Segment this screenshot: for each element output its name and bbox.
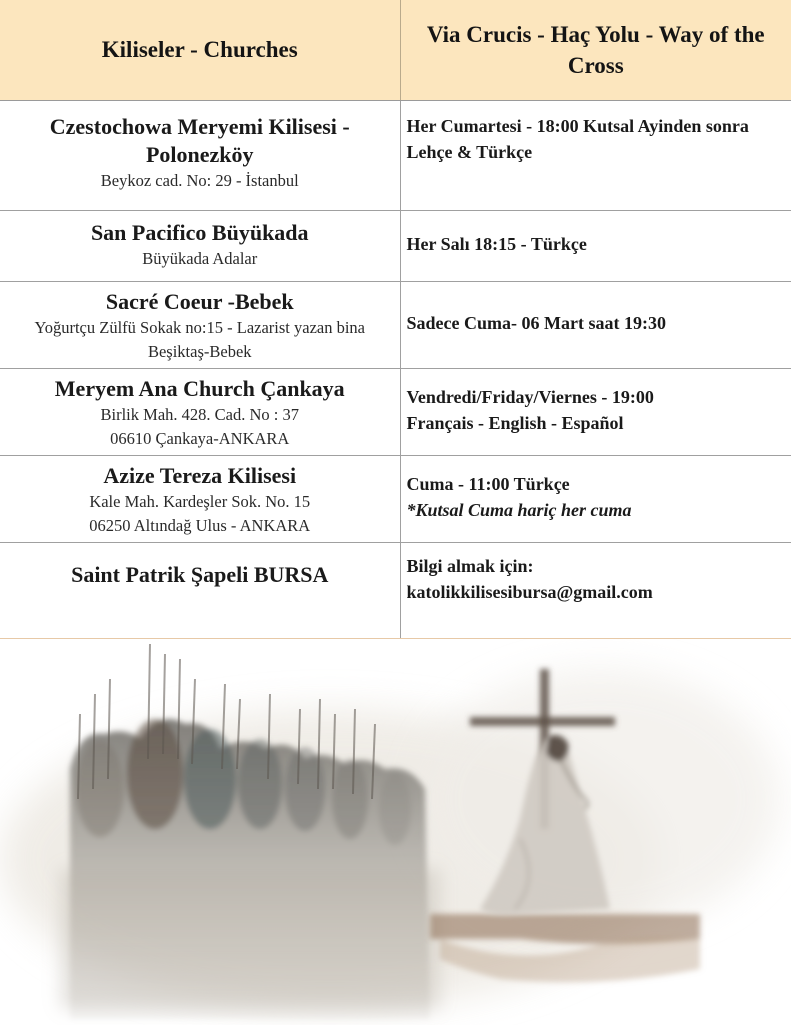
church-cell xyxy=(0,281,400,368)
church-name: Czestochowa Meryemi Kilisesi - Polonezköy xyxy=(49,113,350,167)
church-name: Saint Patrik Şapeli BURSA xyxy=(71,561,329,587)
schedule-text: Her Cumartesi - 18:00 Kutsal Ayinden sonra Lehçe & Türkçe xyxy=(406,115,749,162)
table-row xyxy=(0,100,791,210)
schedule-text: Her Salı 18:15 - Türkçe xyxy=(406,233,587,254)
table-row xyxy=(0,281,791,368)
schedule-cell xyxy=(400,542,791,639)
church-name: San Pacifico Büyükada xyxy=(90,219,309,245)
schedule-cell xyxy=(400,281,791,368)
header-way-of-the-cross: Via Crucis - Haç Yolu - Way of the Cross xyxy=(400,0,791,100)
table-row xyxy=(0,542,791,639)
church-address: Beşiktaş-Bebek xyxy=(147,341,252,361)
church-name: Sacré Coeur -Bebek xyxy=(105,288,294,314)
schedule-cell xyxy=(400,100,791,210)
schedule-text: Sadece Cuma- 06 Mart saat 19:30 xyxy=(406,312,666,333)
schedule-text: Vendredi/Friday/Viernes - 19:00 xyxy=(406,386,654,407)
contact-email: katolikkilisesibursa@gmail.com xyxy=(406,581,653,602)
church-cell xyxy=(0,455,400,542)
way-of-the-cross-illustration xyxy=(0,638,791,1025)
church-address: Büyükada Adalar xyxy=(142,248,258,268)
church-address: Birlik Mah. 428. Cad. No : 37 xyxy=(100,404,299,424)
schedule-cell xyxy=(400,210,791,281)
schedule-text: Français - English - Español xyxy=(406,412,624,433)
church-address: 06610 Çankaya-ANKARA xyxy=(110,428,290,448)
schedule-note: *Kutsal Cuma hariç her cuma xyxy=(406,499,632,520)
header-churches: Kiliseler - Churches xyxy=(0,0,400,100)
church-address: 06250 Altındağ Ulus - ANKARA xyxy=(89,515,311,535)
schedule-cell xyxy=(400,455,791,542)
church-address: Kale Mah. Kardeşler Sok. No. 15 xyxy=(89,491,311,511)
church-address: Beykoz cad. No: 29 - İstanbul xyxy=(100,170,299,190)
table-header-row xyxy=(0,0,791,100)
schedule-text: Bilgi almak için: xyxy=(406,555,534,576)
church-name: Azize Tereza Kilisesi xyxy=(103,462,297,488)
church-cell xyxy=(0,100,400,210)
church-cell xyxy=(0,542,400,639)
table-row xyxy=(0,210,791,281)
schedule-text: Cuma - 11:00 Türkçe xyxy=(406,473,570,494)
church-name: Meryem Ana Church Çankaya xyxy=(54,375,345,401)
church-cell xyxy=(0,210,400,281)
church-address: Yoğurtçu Zülfü Sokak no:15 - Lazarist yazan bina xyxy=(34,317,366,337)
watercolor-painting xyxy=(0,639,791,1025)
church-cell xyxy=(0,368,400,455)
table-row xyxy=(0,368,791,455)
table-row xyxy=(0,455,791,542)
schedule-cell xyxy=(400,368,791,455)
